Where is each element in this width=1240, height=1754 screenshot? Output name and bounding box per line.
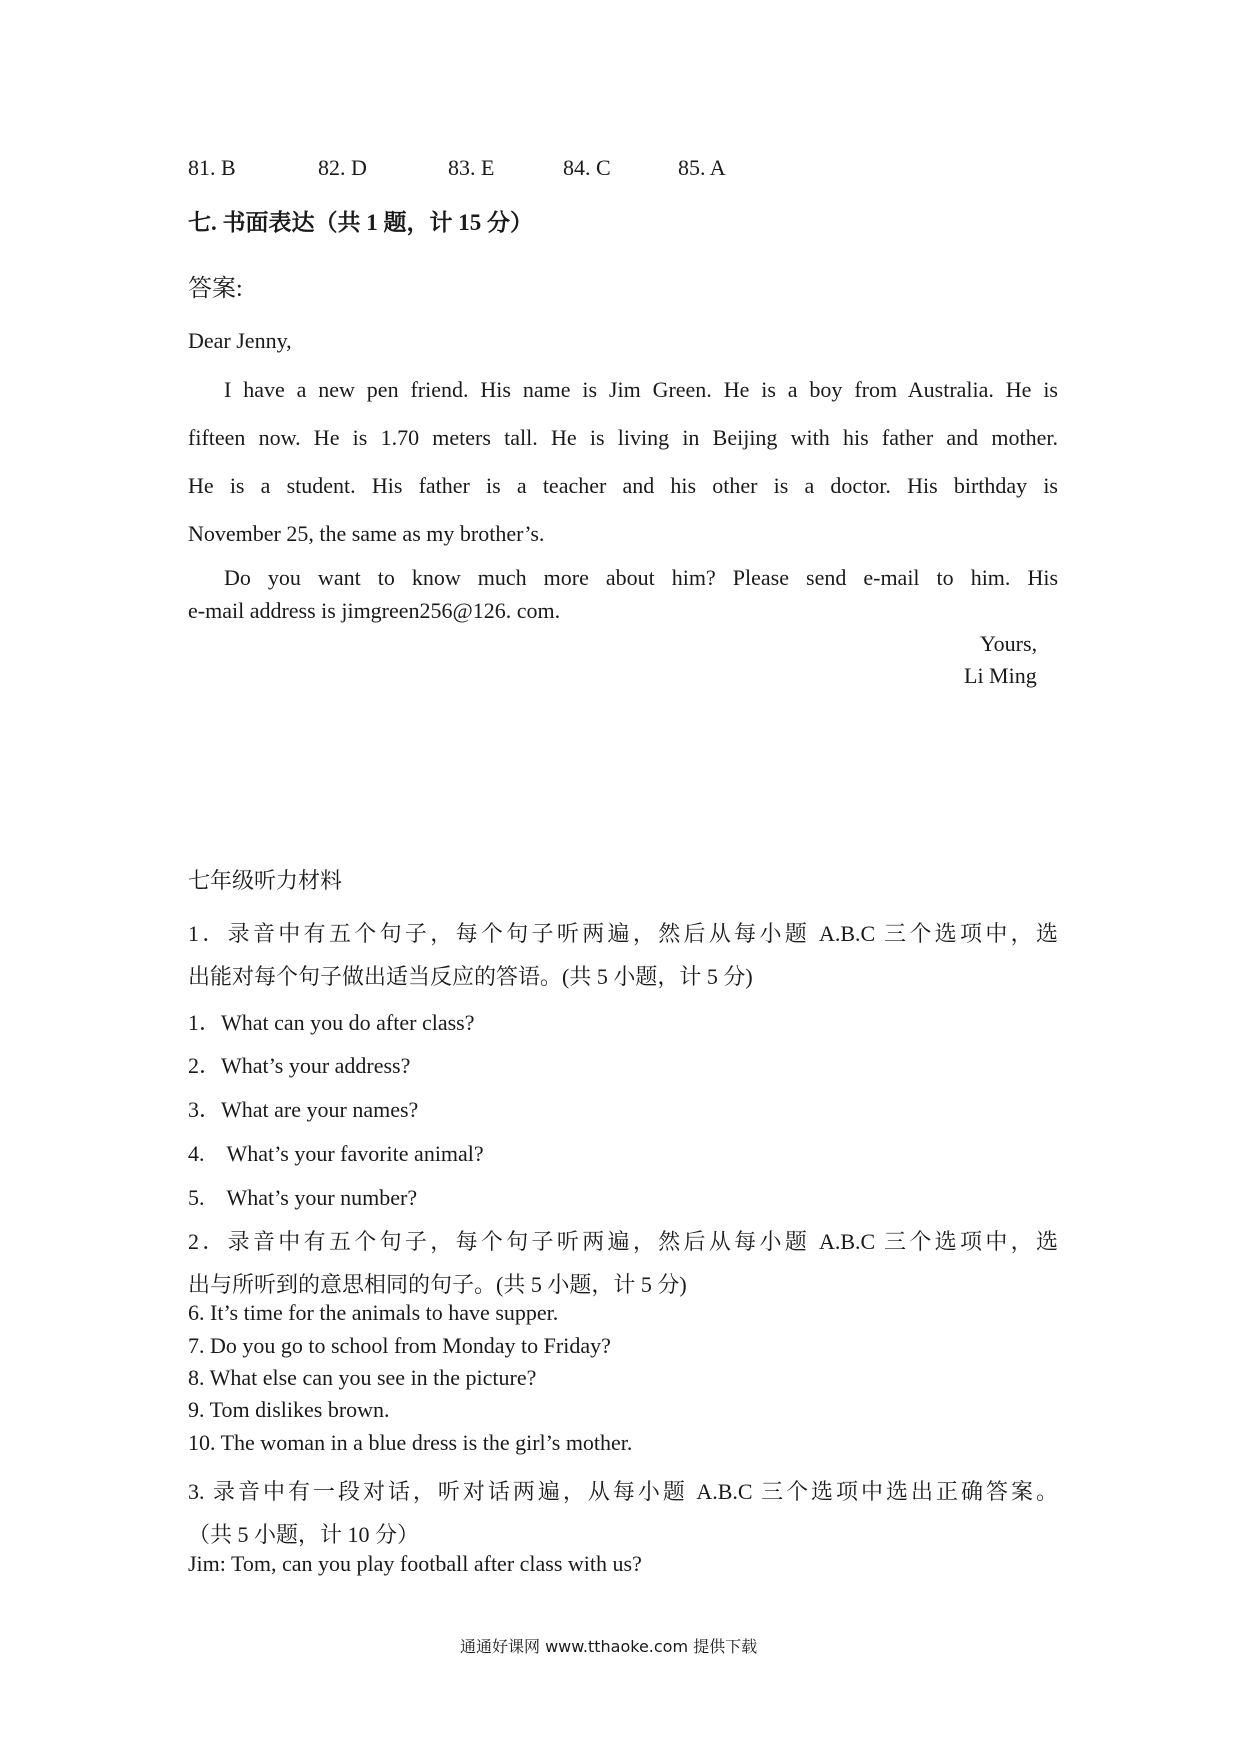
letter-para1-line2: fifteen now. He is 1.70 meters tall. He is living in Beijing with his father and mother.: [188, 425, 1058, 450]
letter-closing: Yours,: [980, 631, 1038, 656]
answer-82: 82. D: [318, 155, 367, 180]
part2-item-9: 9. Tom dislikes brown.: [188, 1397, 390, 1422]
letter-signature: Li Ming: [964, 663, 1037, 688]
part1-instructions-line2: 出能对每个句子做出适当反应的答语。(共 5 小题，计 5 分): [188, 964, 753, 989]
listening-title: 七年级听力材料: [188, 868, 343, 893]
answer-83: 83. E: [448, 155, 495, 180]
part2-item-7: 7. Do you go to school from Monday to Friday?: [188, 1333, 611, 1358]
part3-instructions-line2: （共 5 小题，计 10 分）: [188, 1522, 420, 1547]
letter-para2-line2: e-mail address is jimgreen256@126. com.: [188, 598, 561, 623]
part1-instructions-line1: 1．录音中有五个句子，每个句子听两遍，然后从每小题 A.B.C 三个选项中，选: [188, 921, 1058, 946]
answer-84: 84. C: [563, 155, 611, 180]
part1-item-1: 1．What can you do after class?: [188, 1010, 475, 1035]
letter-para1-line1: I have a new pen friend. His name is Jim Green. He is a boy from Australia. He is: [224, 377, 1058, 402]
letter-para1-line3: He is a student. His father is a teacher and his other is a doctor. His birthday is: [188, 473, 1058, 498]
part3-dialogue-line1: Jim: Tom, can you play football after class with us?: [188, 1551, 642, 1576]
part1-item-4: 4. What’s your favorite animal?: [188, 1141, 484, 1166]
part1-item-3: 3．What are your names?: [188, 1097, 419, 1122]
part2-item-8: 8. What else can you see in the picture?: [188, 1365, 537, 1390]
letter-para1-line4: November 25, the same as my brother’s.: [188, 521, 545, 546]
part1-item-5: 5. What’s your number?: [188, 1185, 418, 1210]
part1-item-2: 2．What’s your address?: [188, 1053, 411, 1078]
page-footer: 通通好课网 www.tthaoke.com 提供下载: [460, 1637, 758, 1656]
answer-85: 85. A: [678, 155, 726, 180]
letter-para2-line1: Do you want to know much more about him? Please send e-mail to him. His: [224, 565, 1058, 590]
section7-title: 七. 书面表达（共 1 题，计 15 分）: [188, 210, 533, 235]
part2-instructions-line2: 出与所听到的意思相同的句子。(共 5 小题，计 5 分): [188, 1272, 687, 1297]
part3-instructions-line1: 3. 录音中有一段对话，听对话两遍，从每小题 A.B.C 三个选项中选出正确答案。: [188, 1479, 1058, 1504]
answer-label: 答案:: [188, 276, 243, 302]
part2-item-6: 6. It’s time for the animals to have supper.: [188, 1300, 559, 1325]
part2-instructions-line1: 2．录音中有五个句子，每个句子听两遍，然后从每小题 A.B.C 三个选项中，选: [188, 1229, 1058, 1254]
part2-item-10: 10. The woman in a blue dress is the girl’s mother.: [188, 1430, 633, 1455]
answer-81: 81. B: [188, 155, 236, 180]
letter-salutation: Dear Jenny,: [188, 328, 292, 353]
